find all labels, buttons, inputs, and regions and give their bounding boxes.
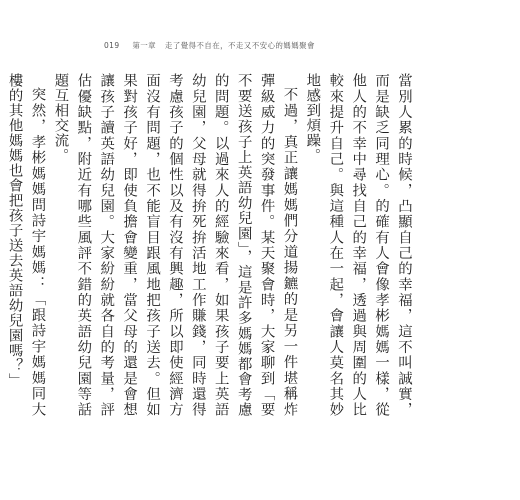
paragraph [0, 73, 3, 417]
paragraph: 不過，真正讓媽媽們分道揚鑣的是另一件堪稱炸彈級威力的突發事件。某天聚會時，大家聊到「要不要送孩子上英語幼兒園」，這是許多媽媽都會考慮的問題。以過來人的經驗來看，如果孩子要上英語幼兒園，父母就得拚死拚活地工作賺錢，同時還得考慮孩子的個性以及有沒有興趣，所以即使經濟方面沒有問題，也不能盲目跟風地把孩子送去。但如果對孩子好，即使負擔會變重，當父母的還是會想讓孩子讀英語幼兒園。大家紛紛就各自的考量，評估優缺點，附近有哪些風評不錯的英語幼兒園等話題互相交流。 [52, 73, 298, 417]
paragraph: 突然，孝彬媽媽問詩宇媽媽：「跟詩宇媽媽同大樓的其他媽媽也會把孩子送去英語幼兒園嗎？」 [6, 73, 46, 417]
paragraph: 當別人累的時候，凸顯自己的幸福，這不叫誠實，而是缺乏同理心。的確有人會像孝彬媽媽一樣，從他人的不幸中尋找自己的幸福，透過與周圍的人比較來提升自己。與這種人在一起，會讓人莫名其妙地感到煩躁。 [304, 73, 412, 417]
chapter-label: 第一章 [132, 41, 157, 50]
body-text [0, 73, 415, 417]
running-header [104, 40, 315, 51]
chapter-title: 走了覺得不自在，不走又不安心的媽媽聚會 [164, 41, 315, 50]
page-number: 019 [104, 41, 120, 50]
